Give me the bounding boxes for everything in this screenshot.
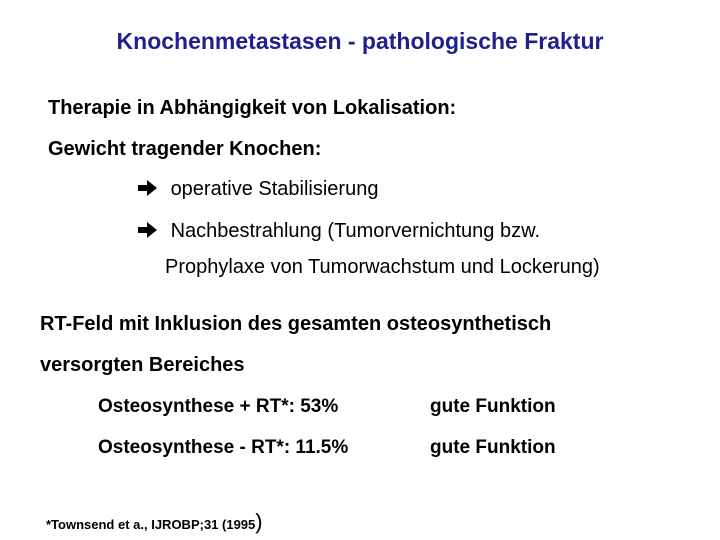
slide-title: Knochenmetastasen - pathologische Fraktur (116, 28, 604, 54)
result-label-without-rt: Osteosynthese - RT*: 11.5% (98, 437, 349, 458)
bullet-text: Nachbestrahlung (Tumorvernichtung bzw. (170, 220, 541, 242)
bullet-item-nachbestrahlung (137, 220, 540, 243)
bullet-item-stabilisierung (137, 178, 378, 201)
result-label-with-rt: Osteosynthese + RT*: 53% (98, 396, 339, 417)
arrow-right-icon (137, 179, 159, 197)
bullet-text: operative Stabilisierung (170, 178, 379, 200)
result-outcome-with-rt: gute Funktion (430, 396, 556, 417)
rt-feld-line-1: RT-Feld mit Inklusion des gesamten osteosynthetisch (40, 313, 552, 335)
gewicht-heading: Gewicht tragender Knochen: (48, 138, 322, 160)
result-outcome-without-rt: gute Funktion (430, 437, 556, 458)
arrow-right-icon (137, 221, 159, 239)
rt-feld-line-2: versorgten Bereiches (40, 354, 245, 376)
footnote-closing: ) (255, 509, 263, 534)
footnote-citation (46, 509, 263, 535)
therapie-heading: Therapie in Abhängigkeit von Lokalisation: (48, 97, 457, 119)
footnote-text: *Townsend et a., IJROBP;31 (1995 (46, 517, 256, 532)
bullet-continuation: Prophylaxe von Tumorwachstum und Lockerung) (165, 256, 600, 278)
